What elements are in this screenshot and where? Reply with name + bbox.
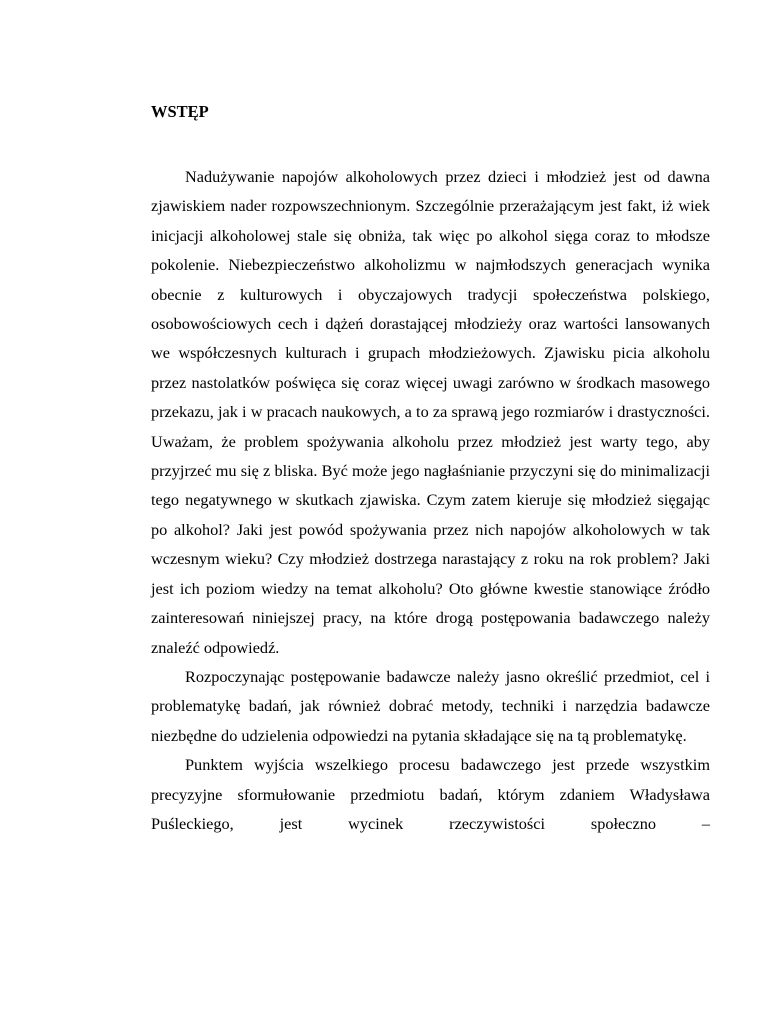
document-page [151,96,710,838]
paragraph-research-start: Rozpoczynając postępowanie badawcze należy jasno określić przedmiot, cel i problematykę badań, jak również dobrać metody, techniki i narzędzia badawcze niezbędne do udzielenia odpowiedzi na pytania składające się na tą problematykę. [151,666,710,745]
section-heading: WSTĘP [151,102,209,121]
paragraph-intro: Nadużywanie napojów alkoholowych przez dzieci i młodzież jest od dawna zjawiskiem nader rozpowszechnionym. Szczególnie przerażającym jest fakt, iż wiek inicjacji alkoholowej stale się obniża, tak więc po alkohol sięga coraz to młodsze pokolenie. Niebezpieczeństwo alkoholizmu w najmłodszych generacjach wynika obecnie z kulturowych i obyczajowych tradycji społeczeństwa polskiego, osobowościowych cech i dążeń dorastającej młodzieży oraz wartości lansowanych we współczesnych kulturach i grupach młodzieżowych. Zjawisku picia alkoholu przez nastolatków poświęca się coraz więcej uwagi zarówno w środkach masowego przekazu, jak i w pracach naukowych, a to za sprawą jego rozmiarów i drastyczności. Uważam, że problem spożywania alkoholu przez młodzież jest warty tego, aby przyjrzeć mu się z bliska. Być może jego nagłaśnianie przyczyni się do minimalizacji tego negatywnego w skutkach zjawiska. Czym zatem kieruje się młodzież sięgając po alkohol? Jaki jest powód spożywania przez nich napojów alkoholowych w tak wczesnym wieku? Czy młodzież dostrzega narastający z roku na rok problem? Jaki jest ich poziom wiedzy na temat alkoholu? Oto główne kwestie stanowiące źródło zainteresowań niniejszej pracy, na które drogą postępowania badawczego należy znaleźć odpowiedź. [151,167,710,657]
paragraph-research-subject: Punktem wyjścia wszelkiego procesu badawczego jest przede wszystkim precyzyjne sformułowanie przedmiotu badań, którym zdaniem Władysława Puśleckiego, jest wycinek rzeczywistości społeczno – [151,755,710,833]
